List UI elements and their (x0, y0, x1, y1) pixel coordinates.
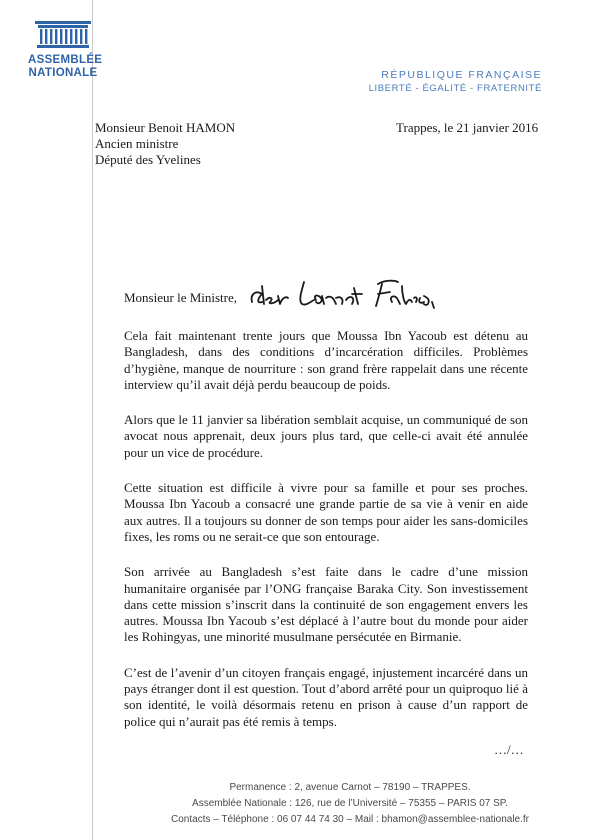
paragraph-1: Cela fait maintenant trente jours que Moussa Ibn Yacoub est détenu au Bangladesh, dans des conditions d’incarcération difficiles. Problèmes d’hygiène, manque de nourriture : son grand frère rappelait dans une récente interview qu’il avait déjà perdu beaucoup de poids. (124, 328, 528, 392)
logo-text (28, 54, 103, 80)
republique-francaise: RÉPUBLIQUE FRANÇAISE (381, 69, 542, 81)
logo-line-2: NATIONALE (28, 67, 98, 79)
logo-line-1: ASSEMBLÉE (28, 54, 103, 66)
handwritten-greeting (248, 262, 448, 317)
footer-assemblee: Assemblée Nationale : 126, rue de l’Université – 75355 – PARIS 07 SP. (192, 798, 508, 809)
recipient-role: Député des Yvelines (95, 152, 201, 167)
devise: LIBERTÉ - ÉGALITÉ - FRATERNITÉ (368, 83, 542, 94)
paragraph-5: C’est de l’avenir d’un citoyen français engagé, injustement incarcéré dans un pays étranger dont il est question. Tout d’abord arrêté pour un quiproquo lié à son identité, le voilà désormais retenu en prison à cause d’un rapport de police qui n’aurait pas été remis à temps. (124, 664, 528, 729)
letter-date: Trappes, le 21 janvier 2016 (396, 120, 539, 135)
hemicycle-icon (34, 20, 92, 50)
paragraph-3: Cette situation est difficile à vivre pour sa famille et pour ses proches. Moussa Ibn Yacoub a consacré une grande partie de sa vie à venir en aide aux autres. Il a toujours su donner de son temps pour aider les sans-domiciles fixes, les roms ou ne serait-ce que son entourage. (124, 480, 528, 544)
salutation: Monsieur le Ministre, (124, 290, 238, 305)
recipient-title: Ancien ministre (95, 136, 179, 151)
assemblee-logo (28, 20, 103, 80)
recipient-block (95, 120, 235, 168)
margin-rule (92, 0, 93, 840)
paragraph-4: Son arrivée au Bangladesh s’est faite dans le cadre d’une mission humanitaire organisée par l’ONG française Baraka City. Son investissement dans cette mission s’inscrit dans la continuité de son engagement envers les autres. Moussa Ibn Yacoub s’est déplacé à l’autre bout du monde pour aider les Rohingyas, une minorité musulmane persécutée en Birmanie. (124, 564, 528, 645)
paragraph-2: Alors que le 11 janvier sa libération semblait acquise, un communiqué de son avocat nous apprenait, deux jours plus tard, que celle-ci avait été annulée pour un vice de procédure. (124, 412, 528, 460)
footer-permanence: Permanence : 2, avenue Carnot – 78190 – TRAPPES. (229, 782, 471, 793)
recipient-name: Monsieur Benoit HAMON (95, 120, 236, 135)
continued-mark: …/… (494, 742, 524, 757)
footer (100, 780, 600, 828)
footer-contacts: Contacts – Téléphone : 06 07 44 74 30 – Mail : bhamon@assemblee-nationale.fr (171, 814, 529, 825)
letter-body (124, 328, 528, 749)
republique-header (369, 68, 542, 95)
